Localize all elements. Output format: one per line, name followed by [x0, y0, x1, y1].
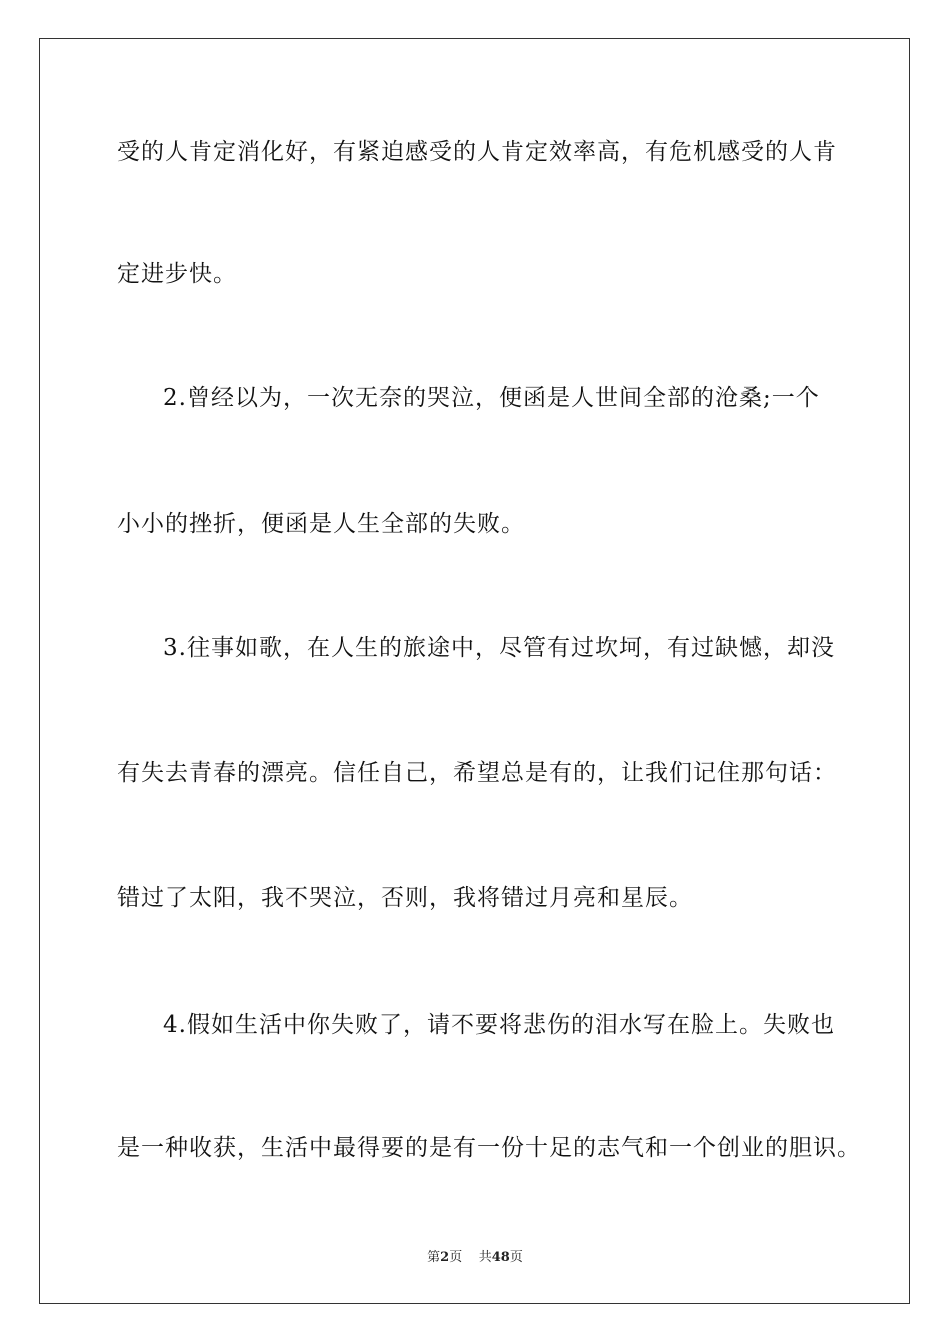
- page-border: [39, 38, 910, 1304]
- footer-page-suffix: 页: [449, 1250, 463, 1265]
- text-line-5: 3.往事如歌，在人生的旅途中，尽管有过坎坷，有过缺憾，却没: [163, 635, 835, 661]
- text-line-2: 定进步快。: [117, 261, 237, 287]
- footer-total-pages: 48: [491, 1250, 510, 1265]
- text-line-1: 受的人肯定消化好，有紧迫感受的人肯定效率高，有危机感受的人肯: [117, 139, 837, 165]
- footer-page-number: 2: [440, 1250, 450, 1265]
- footer-total-suffix: 页: [509, 1250, 523, 1265]
- footer-total-prefix: 共: [478, 1250, 492, 1265]
- text-line-3: 2.曾经以为，一次无奈的哭泣，便函是人世间全部的沧桑;一个: [163, 385, 820, 411]
- text-line-9: 是一种收获，生活中最得要的是有一份十足的志气和一个创业的胆识。: [117, 1135, 861, 1161]
- text-line-8: 4.假如生活中你失败了，请不要将悲伤的泪水写在脸上。失败也: [163, 1012, 835, 1038]
- footer-prefix: 第: [427, 1250, 441, 1265]
- page-footer: [0, 1246, 950, 1265]
- text-line-7: 错过了太阳，我不哭泣，否则，我将错过月亮和星辰。: [117, 885, 693, 911]
- text-line-6: 有失去青春的漂亮。信任自己，希望总是有的，让我们记住那句话：: [117, 760, 837, 786]
- text-line-4: 小小的挫折，便函是人生全部的失败。: [117, 511, 525, 537]
